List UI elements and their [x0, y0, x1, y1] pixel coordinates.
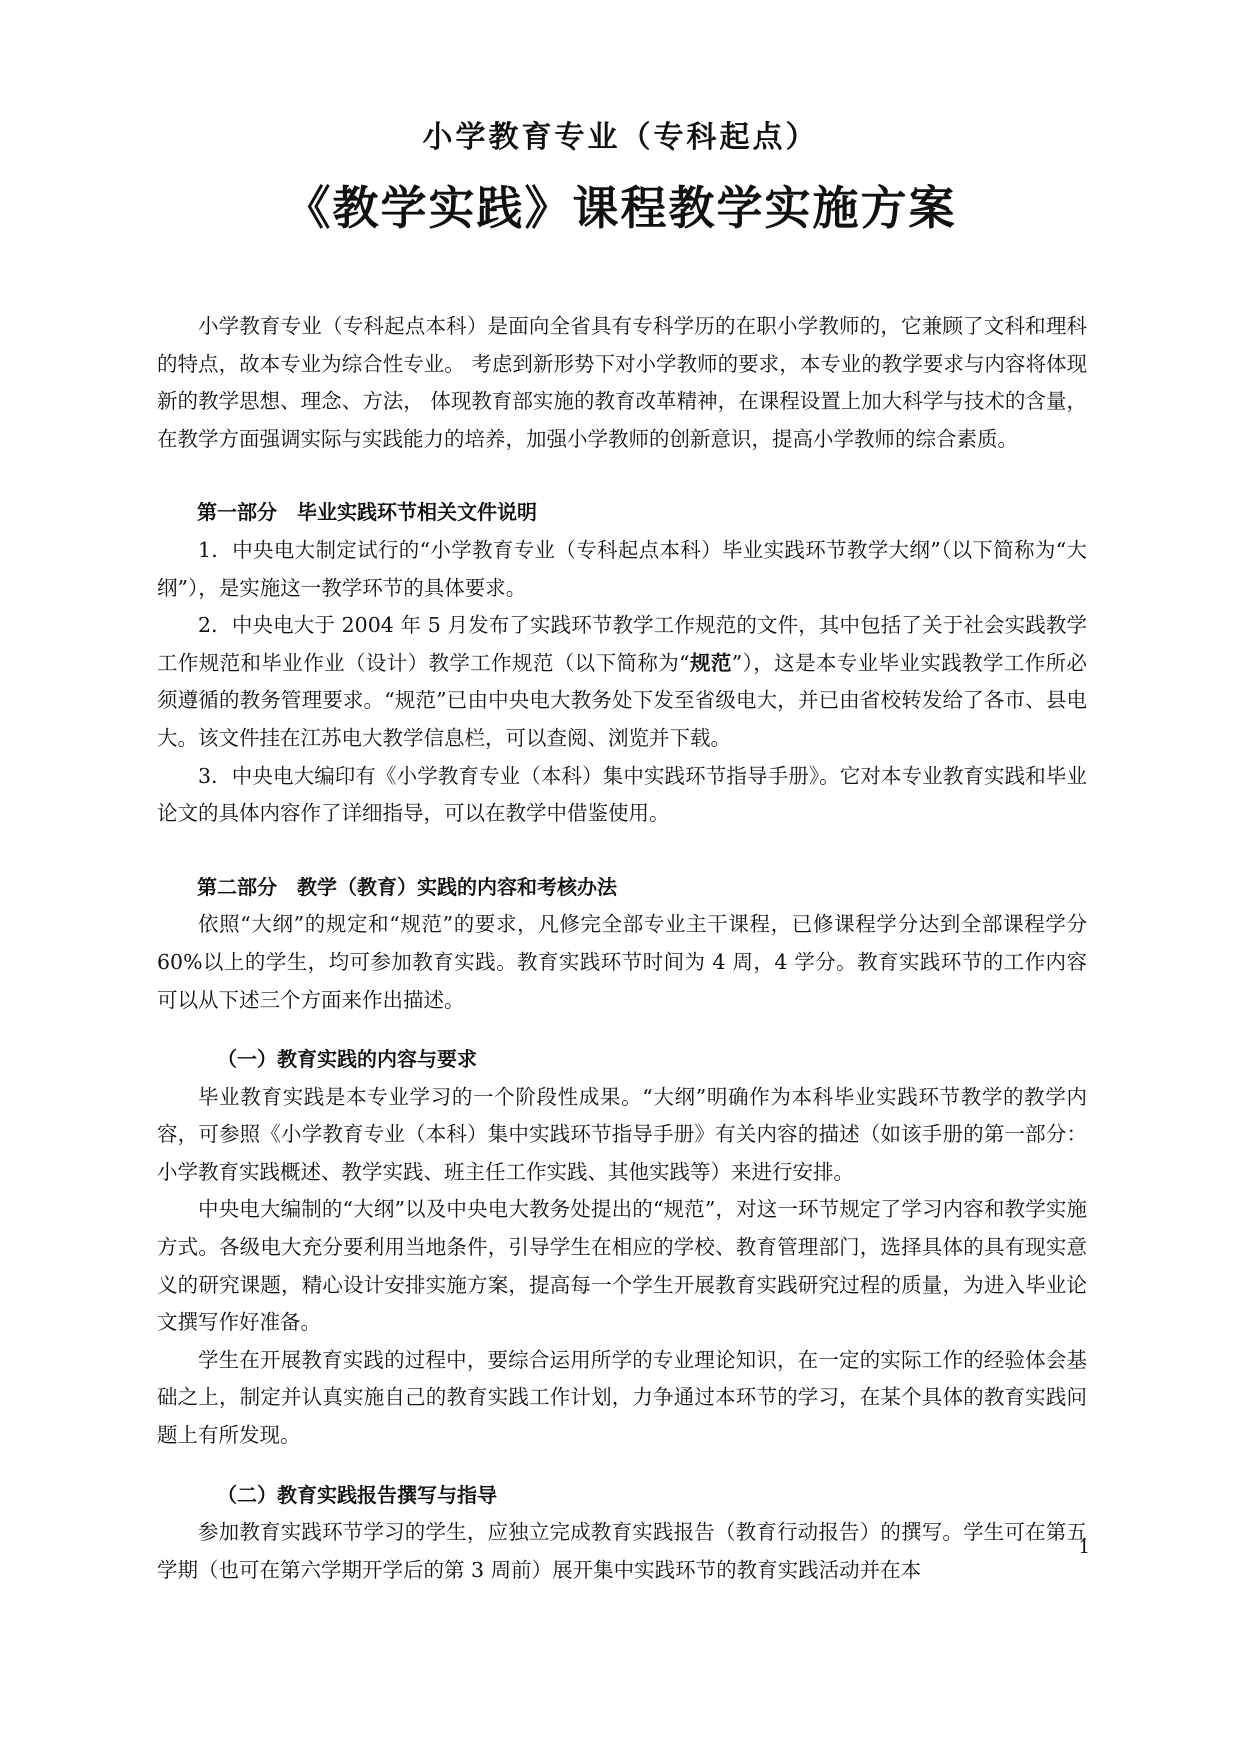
- part2-heading: 第二部分 教学（教育）实践的内容和考核办法: [197, 874, 617, 899]
- part2-subsection-1: [157, 1041, 1087, 1455]
- document-title: 《教学实践》课程教学实施方案: [284, 181, 957, 235]
- part1-section: [157, 494, 1087, 832]
- subsection-2-heading: （二）教育实践报告撰写与指导: [217, 1482, 497, 1507]
- part1-item-1: 1．中央电大制定试行的“小学教育专业（专科起点本科）毕业实践环节教学大纲”（以下简称为“大纲”），是实施这一教学环节的具体要求。: [157, 537, 1087, 600]
- part2-intro: 依照“大纲”的规定和“规范”的要求，凡修完全部专业主干课程，已修课程学分达到全部课程学分 60%以上的学生，均可参加教育实践。教育实践环节时间为 4 周，4 学分。教育实践环节的工作内容可以从下述三个方面来作出描述。: [157, 912, 1087, 1012]
- part1-item-2-text-a: 2．中央电大于 2004 年 5 月发布了实践环节教学工作规范的文件，其中包括了关于社会实践教学工作规范和毕业作业（设计）教学工作规范（以下简称为“: [157, 613, 1087, 675]
- part1-item-2-text-b: ”），这是本专业毕业实践教学工作所必须遵循的教务管理要求。“规范”已由中央电大教务处下发至省级电大，并已由省校转发给了各市、县电大。该文件挂在江苏电大教学信息栏，可以查阅、浏览并下载。: [157, 650, 1088, 750]
- subsection-1-paragraph-3: 学生在开展教育实践的过程中，要综合运用所学的专业理论知识，在一定的实际工作的经验体会基础之上，制定并认真实施自己的教育实践工作计划，力争通过本环节的学习，在某个具体的教育实践问题上有所发现。: [157, 1347, 1087, 1448]
- part1-item-2-bold-term: 规范: [689, 650, 732, 675]
- part2-section: [157, 869, 1087, 1590]
- subsection-2-paragraph-1: 参加教育实践环节学习的学生，应独立完成教育实践报告（教育行动报告）的撰写。学生可在第五学期（也可在第六学期开学后的第 3 周前）展开集中实践环节的教育实践活动并在本: [157, 1520, 1087, 1582]
- part1-heading: 第一部分 毕业实践环节相关文件说明: [197, 500, 537, 525]
- intro-paragraph: 小学教育专业（专科起点本科）是面向全省具有专科学历的在职小学教师的，它兼顾了文科和理科的特点，故本专业为综合性专业。 考虑到新形势下对小学教师的要求，本专业的教学要求与内容将体现新的教学思想、理念、方法， 体现教育部实施的教育改革精神，在课程设置上加大科学与技术的含量，在教学方面强调实际与实践能力的培养，加强小学教师的创新意识，提高小学教师的综合素质。: [157, 314, 1087, 451]
- page-number: 1: [1078, 1537, 1090, 1558]
- part2-subsection-2: [157, 1477, 1087, 1590]
- document-body: [157, 308, 1087, 1589]
- subsection-1-heading: （一）教育实践的内容与要求: [217, 1047, 477, 1072]
- subsection-1-paragraph-2: 中央电大编制的“大纲”以及中央电大教务处提出的“规范”，对这一环节规定了学习内容和教学实施方式。各级电大充分要利用当地条件，引导学生在相应的学校、教育管理部门，选择具体的具有现实意义的研究课题，精心设计安排实施方案，提高每一个学生开展教育实践研究过程的质量，为进入毕业论文撰写作好准备。: [157, 1197, 1087, 1335]
- document-subtitle: 小学教育专业（专科起点）: [422, 120, 819, 155]
- part1-item-2: [157, 607, 1087, 757]
- part1-item-3: 3．中央电大编印有《小学教育专业（本科）集中实践环节指导手册》。它对本专业教育实践和毕业论文的具体内容作了详细指导，可以在教学中借鉴使用。: [157, 763, 1087, 826]
- subsection-1-paragraph-1: 毕业教育实践是本专业学习的一个阶段性成果。“大纲”明确作为本科毕业实践环节教学的教学内容，可参照《小学教育专业（本科）集中实践环节指导手册》有关内容的描述（如该手册的第一部分：小学教育实践概述、教学实践、班主任工作实践、其他实践等）来进行安排。: [157, 1084, 1087, 1184]
